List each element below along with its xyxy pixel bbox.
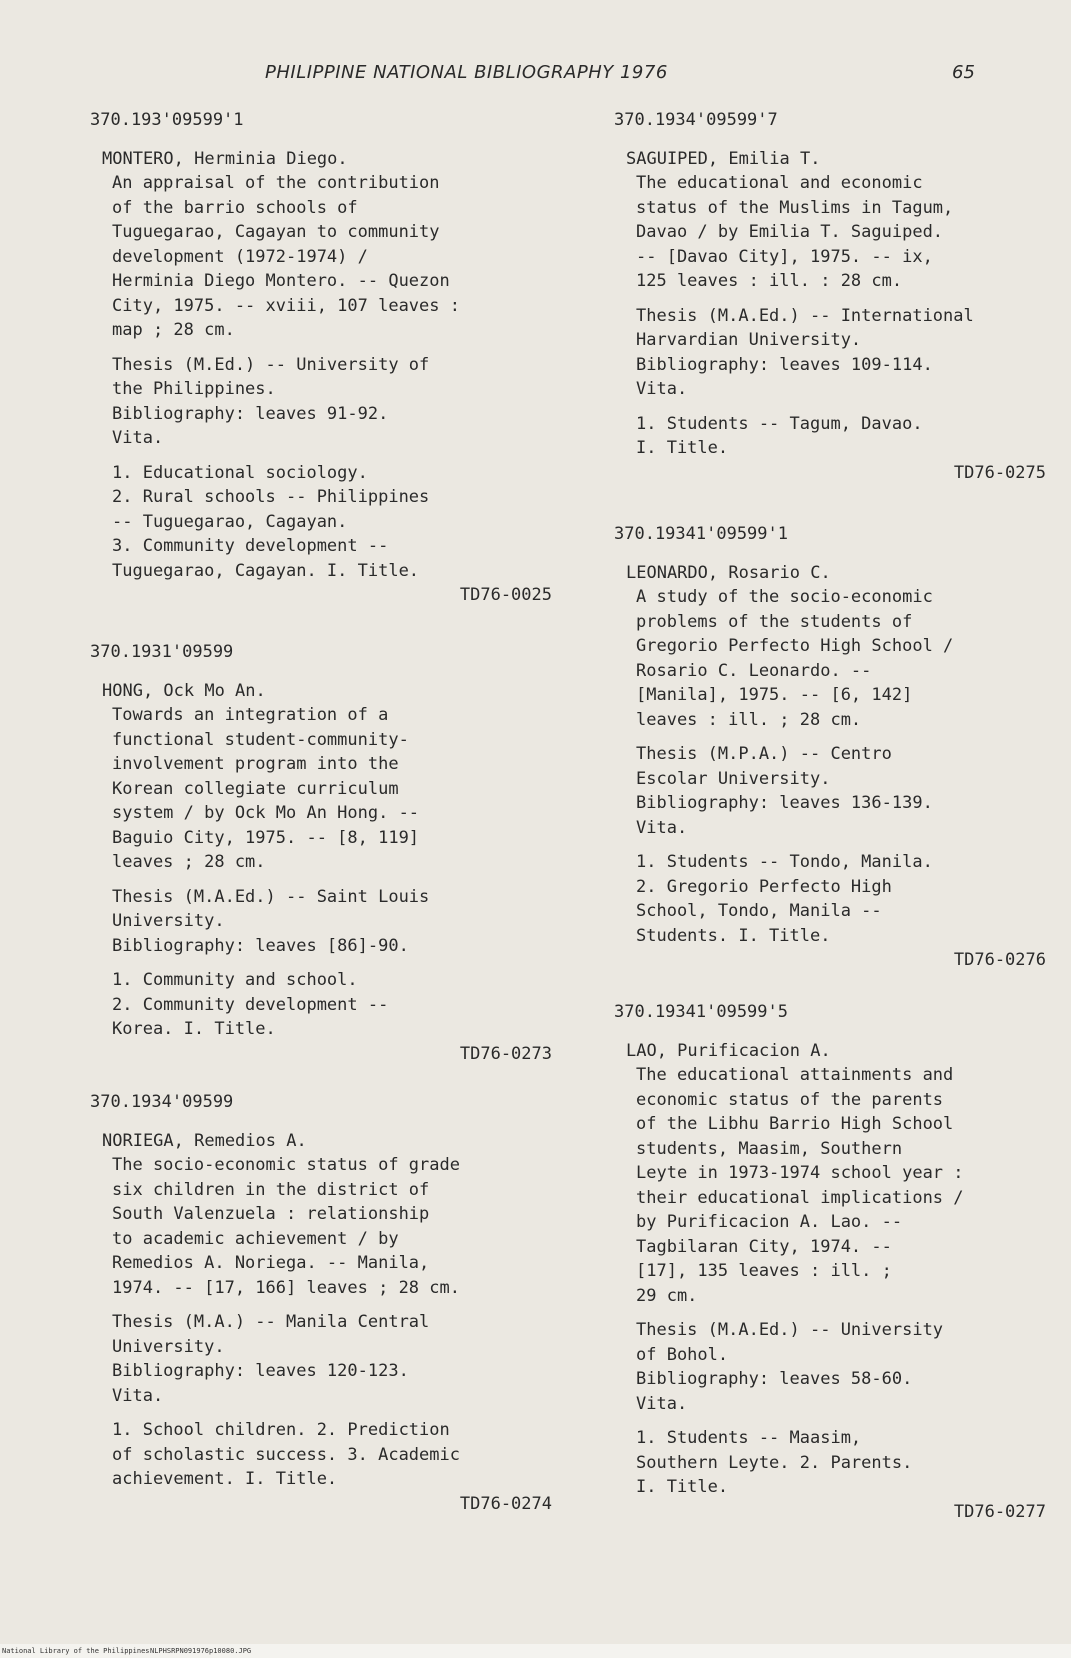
subject-line: Korea. I. Title. [112,1019,276,1039]
body-line: Korean collegiate curriculum [112,778,399,799]
subject-line: 3. Community development -- [112,536,389,556]
notes-block [614,742,1054,840]
entry-id: TD76-0273 [459,1043,552,1064]
subject-line: 1. Students -- Tondo, Manila. [636,852,933,872]
body-line: The socio-economic status of grade [112,1155,460,1175]
subject-line: I. Title. [636,438,729,458]
body-line: Towards an integration of a [112,705,389,725]
body-line: leaves : ill. ; 28 cm. [636,709,862,730]
call-number: 370.193'09599'1 [90,110,244,130]
subject-line: 1. Students -- Tagum, Davao. [636,413,923,434]
subject-line: Students. I. Title. [636,925,831,946]
note-line: Bibliography: leaves 120-123. [112,1361,409,1381]
subject-line: 2. Rural schools -- Philippines [112,487,430,507]
footer-source: National Library of the Philippines [2,1647,150,1655]
body-line: [17], 135 leaves : ill. ; [636,1261,892,1281]
subject-tracings [614,412,1054,461]
call-number: 370.1934'09599'7 [614,110,778,130]
body-line: six children in the district of [112,1179,430,1200]
note-line: Vita. [636,379,688,399]
notes-block [614,1318,1054,1416]
footer-filename: NLPHSRPN091976p10080.JPG [150,1647,252,1655]
body-line: development (1972-1974) / [112,246,368,267]
call-number: 370.19341'09599'1 [614,524,788,544]
body-line: City, 1975. -- xviii, 107 leaves : [112,295,460,316]
body-line: 125 leaves : ill. : 28 cm. [636,271,903,291]
title-statement [90,1153,560,1300]
author-heading: NORIEGA, Remedios A. [102,1130,307,1151]
entry-id: TD76-0276 [953,950,1046,970]
title-statement [614,171,1054,294]
body-line: problems of the students of [636,611,913,632]
author-heading: LEONARDO, Rosario C. [626,562,831,583]
subject-line: Southern Leyte. 2. Parents. [636,1452,913,1473]
subject-tracings [614,1426,1054,1500]
subject-line: 1. Students -- Maasim, [636,1428,862,1448]
body-line: Gregorio Perfecto High School / [636,636,954,656]
page-number: 65 [952,62,975,83]
body-line: The educational attainments and [636,1065,954,1085]
entry-id: TD76-0277 [953,1501,1046,1522]
notes-block [614,304,1054,402]
note-line: University. [112,1336,225,1357]
notes-block [90,353,560,451]
body-line: Baguio City, 1975. -- [8, 119] [112,827,420,848]
body-line: leaves ; 28 cm. [112,852,266,872]
body-line: Leyte in 1973-1974 school year : [636,1163,964,1183]
note-line: Thesis (M.A.) -- Manila Central [112,1312,430,1332]
note-line: Bibliography: leaves 58-60. [636,1369,913,1389]
note-line: Thesis (M.A.Ed.) -- Saint Louis [112,886,430,907]
catalog-entry [90,1090,560,1516]
note-line: Bibliography: leaves [86]-90. [112,935,409,956]
call-number: 370.1934'09599 [90,1092,234,1112]
subject-line: 2. Gregorio Perfecto High [636,876,892,897]
catalog-entry [90,108,560,608]
subject-line: 1. Educational sociology. [112,462,368,483]
subject-tracings [90,1418,560,1492]
note-line: Bibliography: leaves 136-139. [636,793,933,813]
body-line: A study of the socio-economic [636,587,933,607]
body-line: [Manila], 1975. -- [6, 142] [636,685,913,705]
note-line: University. [112,911,225,931]
body-line: functional student-community- [112,729,409,750]
body-line: status of the Muslims in Tagum, [636,197,954,218]
subject-tracings [90,461,560,584]
catalog-entry [614,1000,1054,1524]
catalog-entry [614,522,1054,973]
note-line: Bibliography: leaves 91-92. [112,403,389,424]
scan-footer [0,1644,1071,1658]
note-line: Thesis (M.A.Ed.) -- University [636,1320,944,1340]
body-line: The educational and economic [636,173,923,193]
body-line: Davao / by Emilia T. Saguiped. [636,222,944,242]
note-line: Vita. [112,1385,164,1406]
subject-line: 2. Community development -- [112,994,389,1015]
header-title: PHILIPPINE NATIONAL BIBLIOGRAPHY 1976 [265,62,668,83]
subject-line: 1. School children. 2. Prediction [112,1420,450,1440]
body-line: involvement program into the [112,754,399,774]
body-line: of the Libhu Barrio High School [636,1114,954,1134]
note-line: Thesis (M.Ed.) -- University of [112,354,430,375]
body-line: South Valenzuela : relationship [112,1204,430,1224]
body-line: map ; 28 cm. [112,320,235,340]
note-line: Vita. [112,428,164,448]
subject-line: 1. Community and school. [112,970,358,990]
author-heading: SAGUIPED, Emilia T. [626,148,821,169]
title-statement [90,703,560,875]
note-line: Harvardian University. [636,330,862,350]
subject-line: achievement. I. Title. [112,1469,338,1489]
body-line: An appraisal of the contribution [112,173,440,193]
note-line: the Philippines. [112,379,276,399]
catalog-entry [90,640,560,1066]
author-heading: HONG, Ock Mo An. [102,680,266,701]
call-number: 370.1931'09599 [90,642,234,662]
title-statement [614,585,1054,732]
subject-tracings [614,850,1054,948]
notes-block [90,885,560,959]
note-line: Bibliography: leaves 109-114. [636,354,933,375]
body-line: to academic achievement / by [112,1228,399,1249]
body-line: system / by Ock Mo An Hong. -- [112,803,420,823]
note-line: Escolar University. [636,768,831,789]
body-line: Tuguegarao, Cagayan to community [112,222,440,242]
subject-tracings [90,968,560,1042]
notes-block [90,1310,560,1408]
body-line: Tagbilaran City, 1974. -- [636,1236,892,1257]
subject-line: Tuguegarao, Cagayan. I. Title. [112,560,420,581]
body-line: of the barrio schools of [112,197,358,218]
subject-line: -- Tuguegarao, Cagayan. [112,511,348,532]
body-line: 29 cm. [636,1285,698,1306]
note-line: Vita. [636,817,688,838]
body-line: Remedios A. Noriega. -- Manila, [112,1253,430,1273]
running-header [0,62,1071,90]
body-line: Herminia Diego Montero. -- Quezon [112,271,450,291]
subject-line: I. Title. [636,1477,729,1497]
title-statement [614,1063,1054,1308]
note-line: Thesis (M.P.A.) -- Centro [636,744,892,764]
subject-line: of scholastic success. 3. Academic [112,1444,460,1465]
body-line: students, Maasim, Southern [636,1138,903,1159]
author-heading: MONTERO, Herminia Diego. [102,148,348,169]
body-line: their educational implications / [636,1187,964,1208]
catalog-entry [614,108,1054,485]
title-statement [90,171,560,343]
entry-id: TD76-0274 [459,1493,552,1514]
author-heading: LAO, Purificacion A. [626,1040,831,1061]
call-number: 370.19341'09599'5 [614,1002,788,1022]
body-line: Rosario C. Leonardo. -- [636,660,872,681]
body-line: economic status of the parents [636,1089,944,1110]
body-line: 1974. -- [17, 166] leaves ; 28 cm. [112,1277,460,1298]
body-line: -- [Davao City], 1975. -- ix, [636,246,933,267]
note-line: Thesis (M.A.Ed.) -- International [636,305,974,326]
note-line: Vita. [636,1393,688,1414]
subject-line: School, Tondo, Manila -- [636,901,882,921]
body-line: by Purificacion A. Lao. -- [636,1212,903,1232]
entry-id: TD76-0025 [459,585,552,605]
entry-id: TD76-0275 [953,462,1046,483]
note-line: of Bohol. [636,1344,729,1365]
